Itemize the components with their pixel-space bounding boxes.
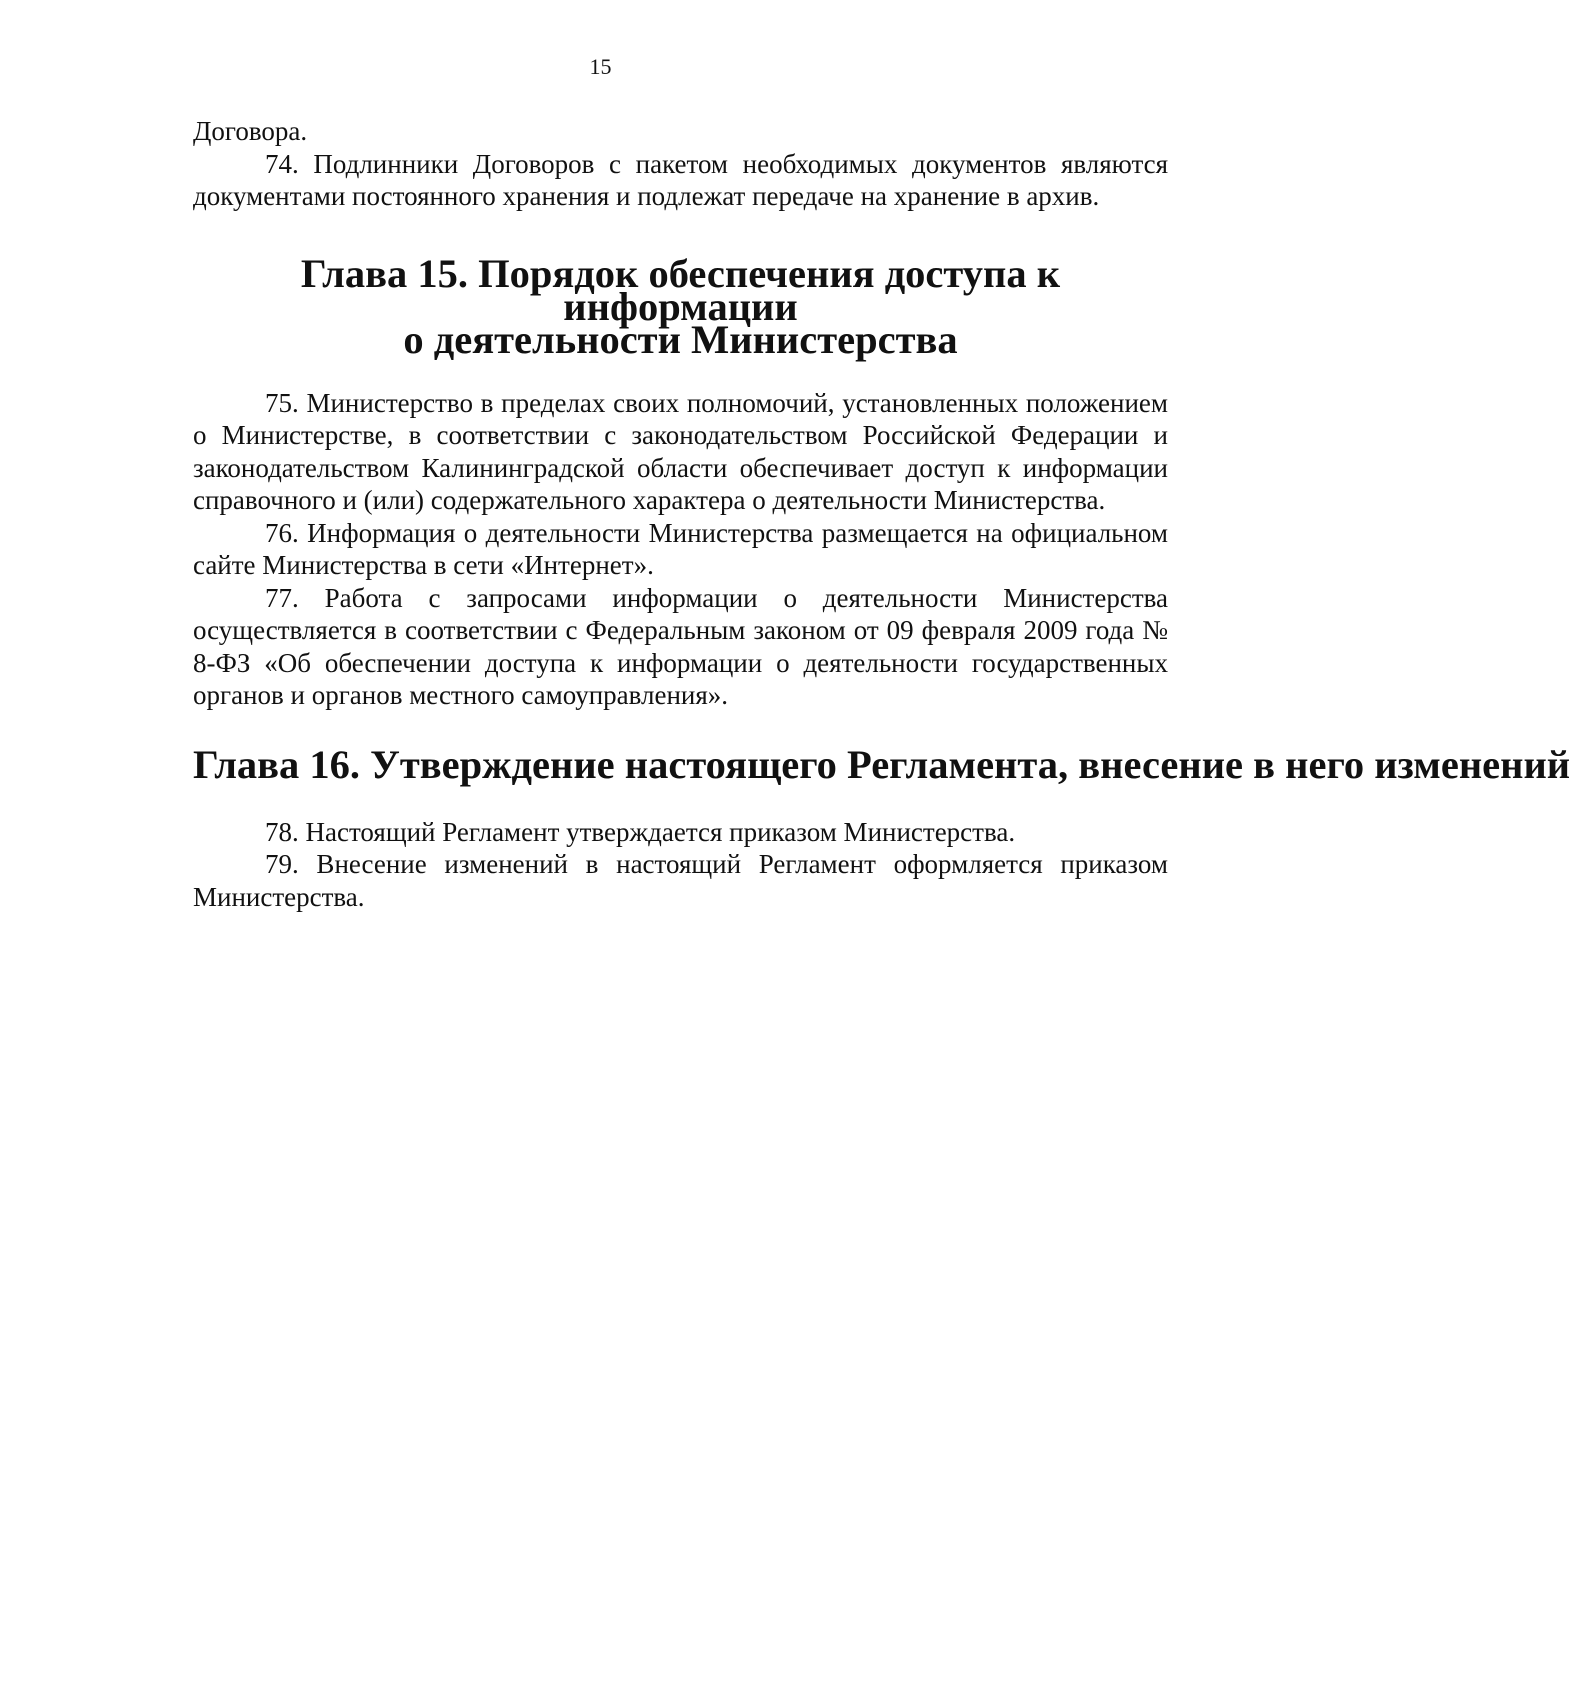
document-body [193,115,1570,913]
paragraph-76: 76. Информация о деятельности Министерства размещается на официальном сайте Министерства в сети «Интернет». [193,517,1168,580]
chapter-16-heading: Глава 16. Утверждение настоящего Регламента, внесение в него изменений [193,741,1570,787]
paragraph-74: 74. Подлинники Договоров с пакетом необходимых документов являются документами постоянного хранения и подлежат передаче на хранение в архив. [193,148,1168,211]
chapter-15-heading [193,250,1168,362]
paragraph-77: 77. Работа с запросами информации о деятельности Министерства осуществляется в соответствии с Федеральным законом от 09 февраля 2009 года № 8-ФЗ «Об обеспечении доступа к информации о деятельности государственных органов и органов местного самоуправления». [193,582,1168,710]
chapter-15-heading-line-2: о деятельности Министерства [403,316,958,362]
paragraph-79: 79. Внесение изменений в настоящий Регламент оформляется приказом Министерства. [193,849,1168,912]
chapter-15-heading-line-1: Глава 15. Порядок обеспечения доступа к информации [300,250,1061,329]
paragraph-78: 78. Настоящий Регламент утверждается приказом Министерства. [265,816,1016,847]
paragraph-75: 75. Министерство в пределах своих полномочий, установленных положением о Министерстве, в соответствии с законодательством Российской Федерации и законодательством Калининградской области обеспечивает доступ к информации справочного и (или) содержательного характера о деятельности Министерства. [193,387,1168,515]
page-number: 15 [589,54,612,79]
paragraph-continuation: Договора. [193,116,308,146]
